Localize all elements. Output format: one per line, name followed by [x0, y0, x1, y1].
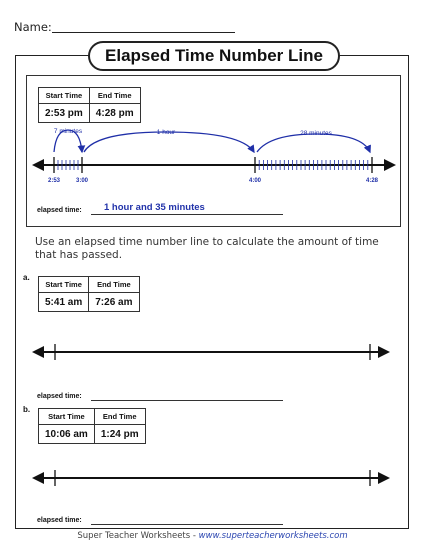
end-time-header: End Time: [89, 88, 140, 104]
problem-b-elapsed-line[interactable]: [91, 524, 283, 525]
start-time-header: Start Time: [39, 88, 90, 104]
jump-label-2: 1 hour: [156, 129, 176, 136]
jump-label-1: 7 minutes: [53, 128, 83, 135]
footer: [0, 531, 425, 541]
problem-a-letter: a.: [23, 273, 30, 282]
footer-url[interactable]: www.superteacherworksheets.com: [198, 531, 348, 541]
end-time-header: End Time: [89, 277, 139, 293]
name-label: Name:: [14, 20, 52, 34]
end-time-value: 1:24 pm: [94, 425, 145, 444]
right-arrowhead: [378, 346, 390, 358]
problem-b-time-table: [38, 408, 146, 444]
name-input-line[interactable]: [52, 32, 235, 33]
problem-b-letter: b.: [23, 405, 31, 414]
start-time-header: Start Time: [39, 409, 95, 425]
jump-label-3: 28 minutes: [300, 130, 332, 137]
page-title: Elapsed Time Number Line: [88, 41, 340, 71]
right-arrowhead: [378, 472, 390, 484]
tick-label-3-00: 3:00: [75, 178, 89, 184]
end-time-value: 4:28 pm: [89, 104, 140, 123]
tick-label-2-53: 2:53: [47, 178, 61, 184]
problem-a-elapsed-line[interactable]: [91, 400, 283, 401]
left-arrowhead: [32, 159, 44, 171]
problem-b-number-line[interactable]: [30, 468, 392, 488]
left-arrowhead: [32, 346, 44, 358]
problem-a-elapsed-label: elapsed time:: [37, 393, 82, 400]
tick-label-4-00: 4:00: [248, 178, 262, 184]
problem-a-number-line[interactable]: [30, 342, 392, 362]
footer-text: Super Teacher Worksheets -: [77, 531, 199, 541]
left-arrowhead: [32, 472, 44, 484]
example-elapsed-answer: 1 hour and 35 minutes: [104, 202, 205, 213]
start-time-header: Start Time: [39, 277, 89, 293]
start-time-value: 2:53 pm: [39, 104, 90, 123]
end-time-header: End Time: [94, 409, 145, 425]
start-time-value: 5:41 am: [39, 293, 89, 312]
right-arrowhead: [384, 159, 396, 171]
example-elapsed-line: [91, 214, 283, 215]
example-elapsed-label: elapsed time:: [37, 207, 82, 214]
start-time-value: 10:06 am: [39, 425, 95, 444]
instructions: Use an elapsed time number line to calculate the amount of time that has passed.: [35, 236, 379, 261]
tick-label-4-28: 4:28: [365, 178, 379, 184]
end-time-value: 7:26 am: [89, 293, 139, 312]
example-number-line: [26, 120, 401, 190]
problem-a-time-table: [38, 276, 140, 312]
example-time-table: [38, 87, 141, 123]
problem-b-elapsed-label: elapsed time:: [37, 517, 82, 524]
